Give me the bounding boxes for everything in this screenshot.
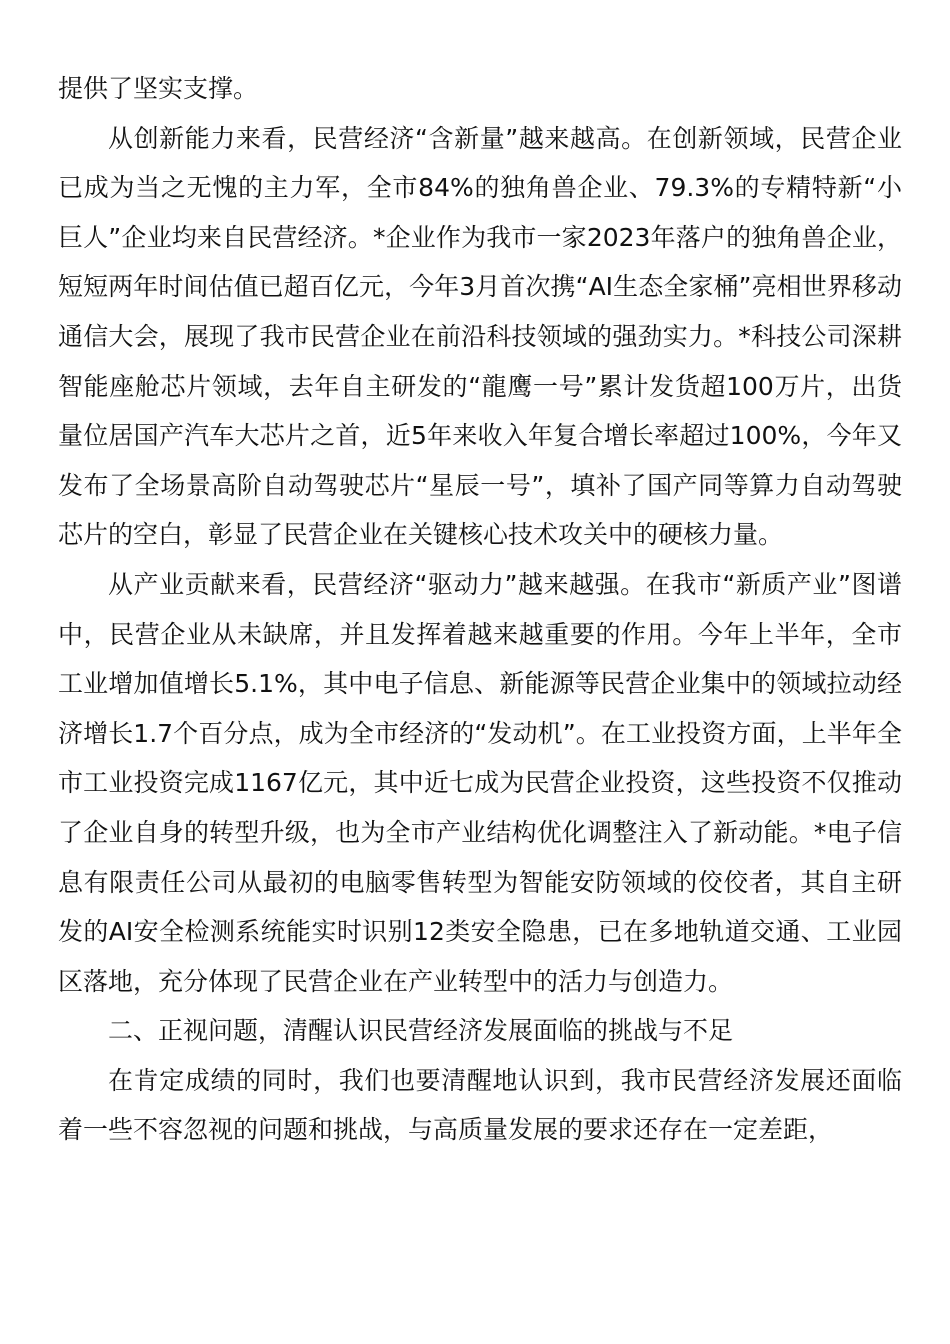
paragraph-continuation: 提供了坚实支撑。 [58,74,259,103]
paragraph-innovation: 从创新能力来看，民营经济“含新量”越来越高。在创新领域，民营企业已成为当之无愧的主力军，全市84%的独角兽企业、79.3%的专精特新“小巨人”企业均来自民营经济。*企业作为我市一家2023年落户的独角兽企业，短短两年时间估值已超百亿元，今年3月首次携“AI生态全家桶”亮相世界移动通信大会，展现了我市民营企业在前沿科技领域的强劲实力。*科技公司深耕智能座舱芯片领域，去年自主研发的“龍鹰一号”累计发货超100万片，出货量位居国产汽车大芯片之首，近5年来收入年复合增长率超过100%，今年又发布了全场景高阶自动驾驶芯片“星辰一号”，填补了国产同等算力自动驾驶芯片的空白，彰显了民营企业在关键核心技术攻关中的硬核力量。 [58,123,902,550]
document-body [58,64,902,1155]
paragraph-challenges: 在肯定成绩的同时，我们也要清醒地认识到，我市民营经济发展还面临着一些不容忽视的问题和挑战，与高质量发展的要求还存在一定差距， [58,1065,902,1145]
paragraph-industry: 从产业贡献来看，民营经济“驱动力”越来越强。在我市“新质产业”图谱中，民营企业从未缺席，并且发挥着越来越重要的作用。今年上半年，全市工业增加值增长5.1%，其中电子信息、新能源等民营企业集中的领域拉动经济增长1.7个百分点，成为全市经济的“发动机”。在工业投资方面，上半年全市工业投资完成1167亿元，其中近七成为民营企业投资，这些投资不仅推动了企业自身的转型升级，也为全市产业结构优化调整注入了新动能。*电子信息有限责任公司从最初的电脑零售转型为智能安防领域的佼佼者，其自主研发的AI安全检测系统能实时识别12类安全隐患，已在多地轨道交通、工业园区落地，充分体现了民营企业在产业转型中的活力与创造力。 [58,569,902,996]
section-heading-2: 二、正视问题，清醒认识民营经济发展面临的挑战与不足 [108,1016,734,1046]
